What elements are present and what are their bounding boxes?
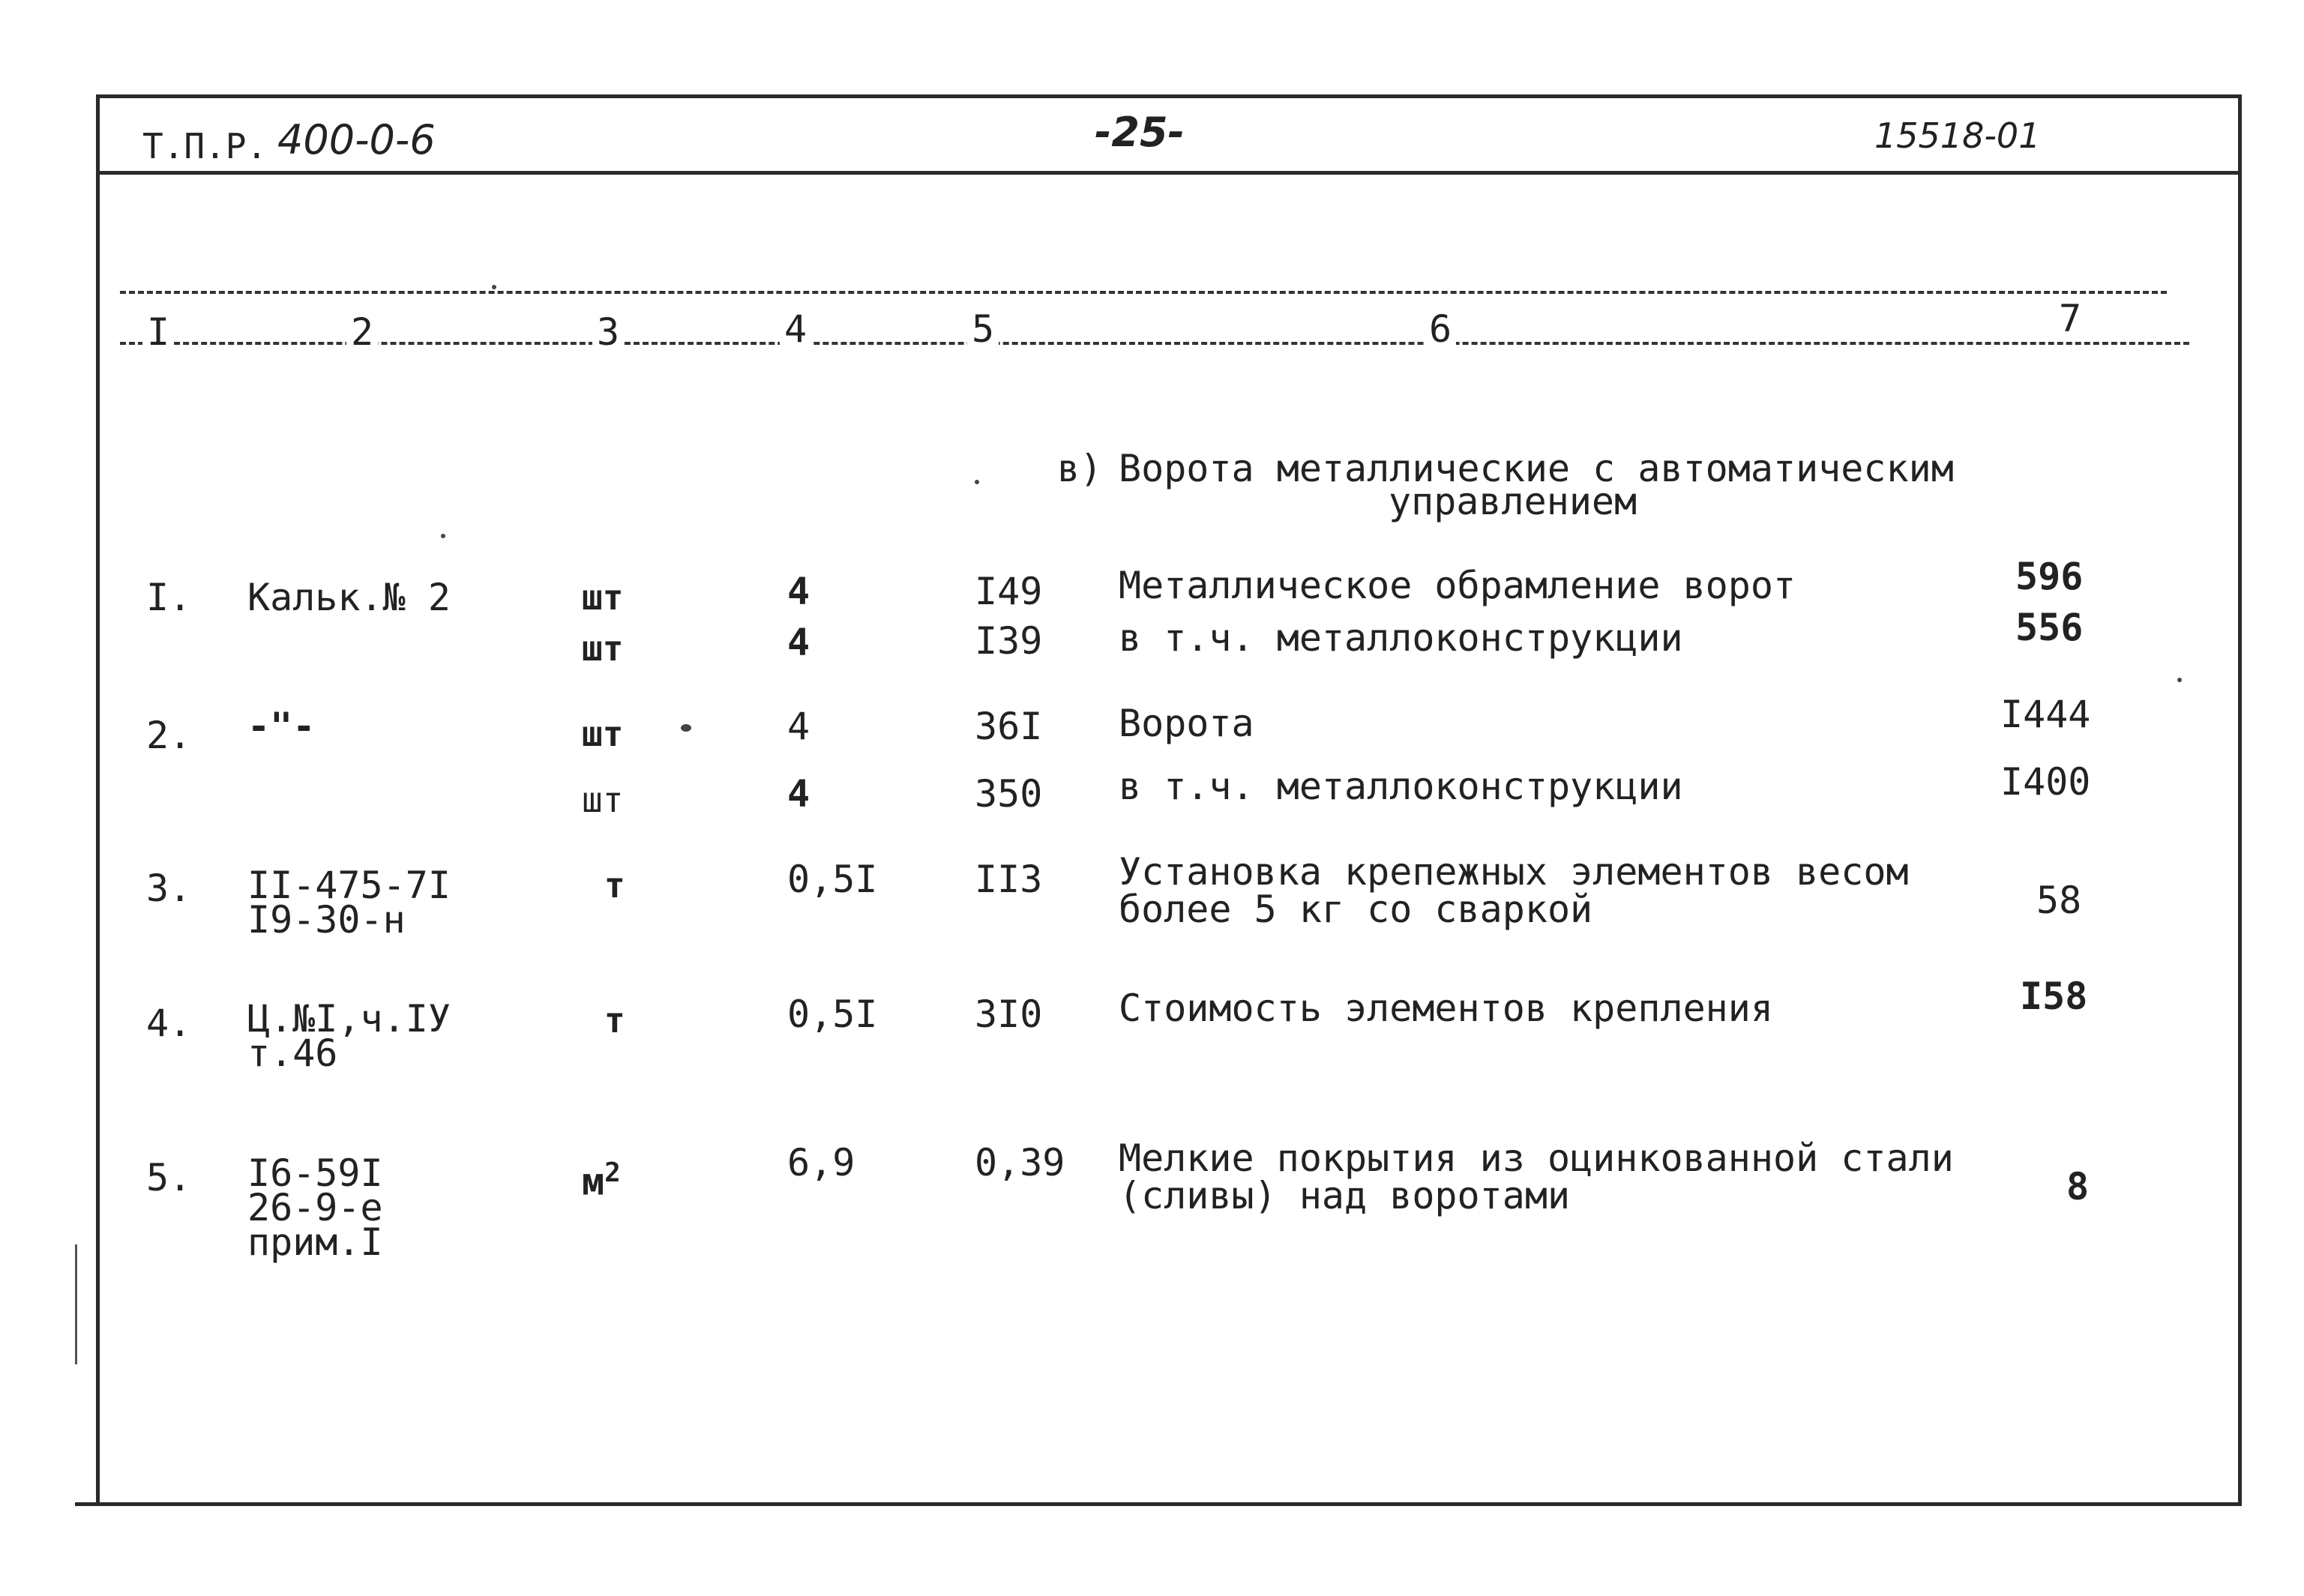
row-2b-unit: шт	[582, 780, 624, 820]
row-5-ref-line1: I6-59I	[247, 1151, 383, 1195]
speck	[2177, 678, 2182, 682]
speck	[975, 480, 979, 484]
row-1-price: I49	[975, 570, 1043, 613]
row-5-qty: 6,9	[787, 1141, 855, 1184]
row-5-description-line1: Мелкие покрытия из оцинкованной стали	[1119, 1136, 1954, 1180]
row-4-price: 3I0	[975, 993, 1043, 1036]
row-4-ref-line2: т.46	[247, 1032, 338, 1075]
row-4-qty: 0,5I	[787, 993, 878, 1036]
section-title-line2: управлением	[1389, 480, 1637, 523]
row-3-number: 3.	[146, 867, 192, 910]
header-rule	[96, 171, 2242, 175]
row-2-unit: шт	[582, 714, 624, 754]
page-number: -25-	[1095, 109, 1185, 156]
column-number-5: 5	[967, 310, 999, 348]
row-1-number: I.	[146, 576, 192, 619]
row-5-unit: $м^2$	[582, 1157, 621, 1204]
row-5-ref-line2: 26-9-е	[247, 1186, 383, 1229]
row-3-description-line1: Установка крепежных элементов весом	[1119, 850, 1909, 894]
section-title-line1: Ворота металлические с автоматическим	[1119, 447, 1954, 490]
row-5-description-line2: (сливы) над воротами	[1119, 1174, 1571, 1217]
row-5-unit-exponent: 2	[604, 1157, 621, 1188]
row-2-qty: 4	[787, 705, 810, 748]
row-2b-price: 350	[975, 772, 1043, 816]
row-3-unit: т	[604, 865, 625, 906]
row-2b-total: I400	[2000, 760, 2091, 804]
row-1b-unit: шт	[582, 628, 624, 669]
row-4-number: 4.	[146, 1002, 192, 1045]
speck	[681, 724, 691, 732]
row-3-qty: 0,5I	[787, 858, 878, 901]
row-1b-qty: 4	[787, 621, 810, 664]
column-number-6: 6	[1425, 310, 1456, 348]
row-1-total: 596	[2015, 555, 2084, 598]
left-margin-line	[75, 1244, 77, 1364]
row-5-ref-line3: прим.I	[247, 1220, 383, 1264]
row-2-price: 36I	[975, 705, 1043, 748]
doc-prefix: Т.П.Р.	[142, 126, 268, 166]
row-2-total: I444	[2000, 693, 2091, 736]
speck	[492, 285, 496, 289]
column-number-3: 3	[592, 313, 624, 351]
row-5-total: 8	[2066, 1165, 2090, 1208]
row-5-number: 5.	[146, 1156, 192, 1199]
row-3-price: II3	[975, 858, 1043, 901]
row-4-unit: т	[604, 1000, 625, 1041]
row-1b-total: 556	[2015, 606, 2084, 649]
row-1-description: Металлическое обрамление ворот	[1119, 564, 1796, 607]
row-3-description-line2: более 5 кг со сваркой	[1119, 888, 1593, 931]
row-2-number: 2.	[146, 714, 192, 757]
row-2-ref: -"-	[247, 705, 316, 748]
speck	[441, 534, 445, 538]
row-3-ref-line1: II-475-7I	[247, 864, 451, 907]
row-3-ref-line2: I9-30-н	[247, 898, 406, 942]
row-5-price: 0,39	[975, 1141, 1065, 1184]
column-number-7: 7	[2054, 300, 2086, 337]
bottom-rule	[75, 1502, 2242, 1506]
column-header-top-rule	[120, 291, 2167, 294]
row-2-description: Ворота	[1119, 702, 1254, 745]
column-header-bottom-rule	[120, 342, 2189, 345]
row-4-total: I58	[2020, 975, 2088, 1018]
column-number-2: 2	[346, 313, 378, 351]
sheet-code: 15518-01	[1874, 115, 2041, 156]
section-prefix: в)	[1057, 447, 1103, 490]
row-1-qty: 4	[787, 570, 810, 613]
doc-code: 400-0-6	[277, 116, 436, 163]
column-number-1: I	[142, 313, 174, 351]
row-1-unit: шт	[582, 577, 624, 618]
row-2b-qty: 4	[787, 772, 810, 816]
row-4-ref-line1: Ц.№I,ч.IУ	[247, 997, 451, 1041]
row-4-description: Стоимость элементов крепления	[1119, 987, 1773, 1030]
row-1b-description: в т.ч. металлоконструкции	[1119, 616, 1683, 660]
row-3-total: 58	[2036, 879, 2082, 922]
column-number-4: 4	[780, 310, 811, 348]
row-2b-description: в т.ч. металлоконструкции	[1119, 765, 1683, 808]
row-1-ref: Кальк.№ 2	[247, 576, 451, 619]
row-1b-price: I39	[975, 619, 1043, 663]
